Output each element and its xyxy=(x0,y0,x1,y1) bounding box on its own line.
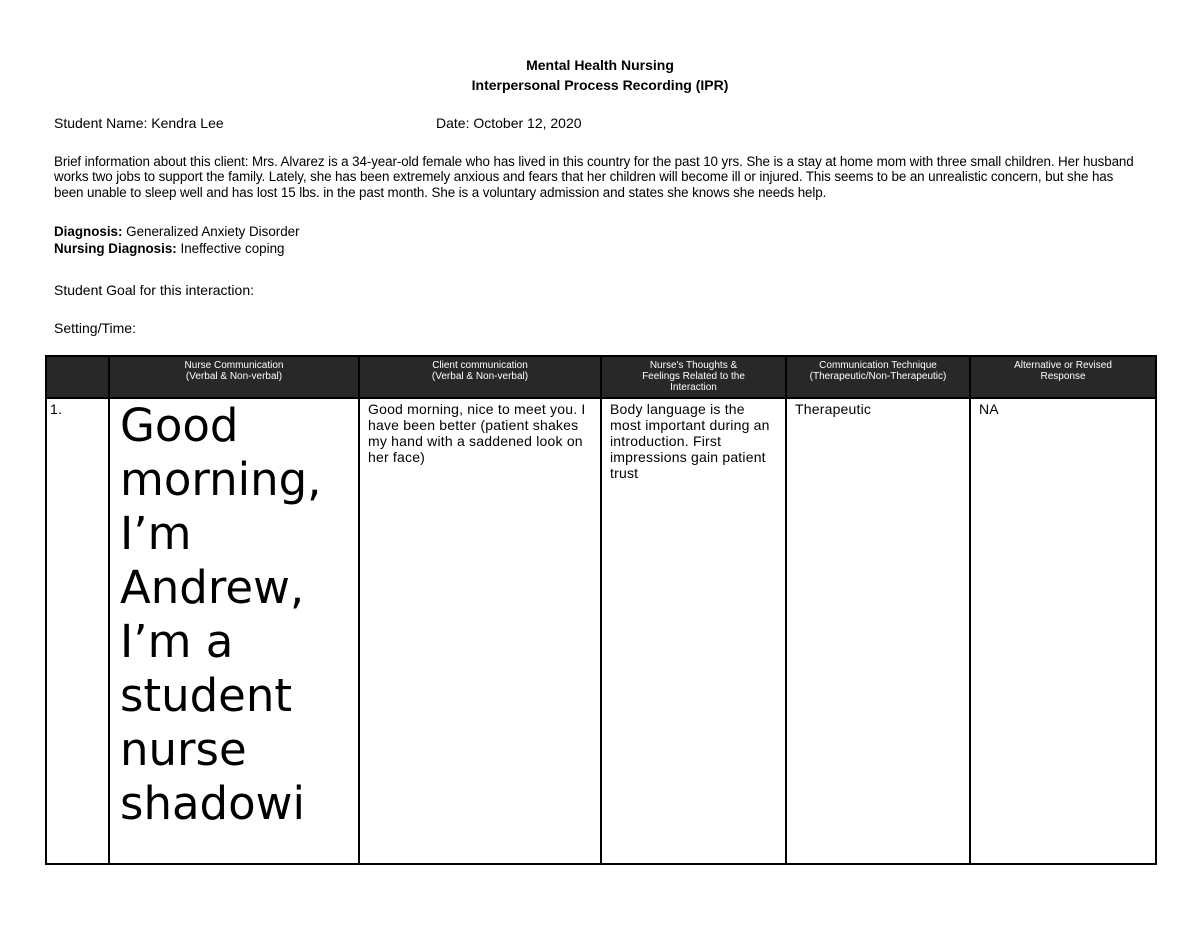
header-number xyxy=(46,356,109,398)
header-alternative-response: Alternative or Revised Response xyxy=(970,356,1156,398)
table-header-row xyxy=(46,356,1156,398)
header-client-communication: Client communication (Verbal & Non-verbal) xyxy=(359,356,601,398)
diagnosis-line xyxy=(54,224,300,239)
setting-time: Setting/Time: xyxy=(54,320,136,336)
nurse-communication-cell[interactable] xyxy=(109,398,359,864)
communication-technique-cell[interactable]: Therapeutic xyxy=(786,398,970,864)
row-number: 1. xyxy=(46,398,109,864)
alternative-response-cell[interactable]: NA xyxy=(970,398,1156,864)
client-communication-cell[interactable]: Good morning, nice to meet you. I have been better (patient shakes my hand with a saddened look on her face) xyxy=(359,398,601,864)
student-name: Student Name: Kendra Lee xyxy=(54,115,224,131)
nursing-diagnosis-line xyxy=(54,241,284,256)
date-line: Date: October 12, 2020 xyxy=(436,115,582,131)
ipr-table xyxy=(45,355,1157,865)
document-subtitle: Interpersonal Process Recording (IPR) xyxy=(471,77,729,93)
nursing-diagnosis-label: Nursing Diagnosis: xyxy=(54,241,177,256)
table-row xyxy=(46,398,1156,864)
header-nurse-thoughts: Nurse's Thoughts & Feelings Related to the Interaction xyxy=(601,356,786,398)
header-nurse-communication: Nurse Communication (Verbal & Non-verbal) xyxy=(109,356,359,398)
document-title: Mental Health Nursing xyxy=(526,57,674,73)
student-goal: Student Goal for this interaction: xyxy=(54,282,254,298)
client-brief-information: Brief information about this client: Mrs. Alvarez is a 34-year-old female who has lived in this country for the past 10 yrs. She is a stay at home mom with three small children. Her husband works two jobs to support the family. Lately, she has been extremely anxious and fears that her children will become ill or injured. This seems to be an unrealistic concern, but she has been unable to sleep well and has lost 15 lbs. in the past month. She is a voluntary admission and states she knows she needs help. xyxy=(54,154,1134,200)
nursing-diagnosis-value: Ineffective coping xyxy=(176,241,285,256)
nurse-thoughts-cell[interactable]: Body language is the most important during an introduction. First impressions gain patient trust xyxy=(601,398,786,864)
nurse-communication-text: Good morning, I’m Andrew, I’m a student nurse shadowi xyxy=(120,399,322,830)
diagnosis-value: Generalized Anxiety Disorder xyxy=(122,224,300,239)
header-communication-technique: Communication Technique (Therapeutic/Non-Therapeutic) xyxy=(786,356,970,398)
diagnosis-label: Diagnosis: xyxy=(54,224,123,239)
